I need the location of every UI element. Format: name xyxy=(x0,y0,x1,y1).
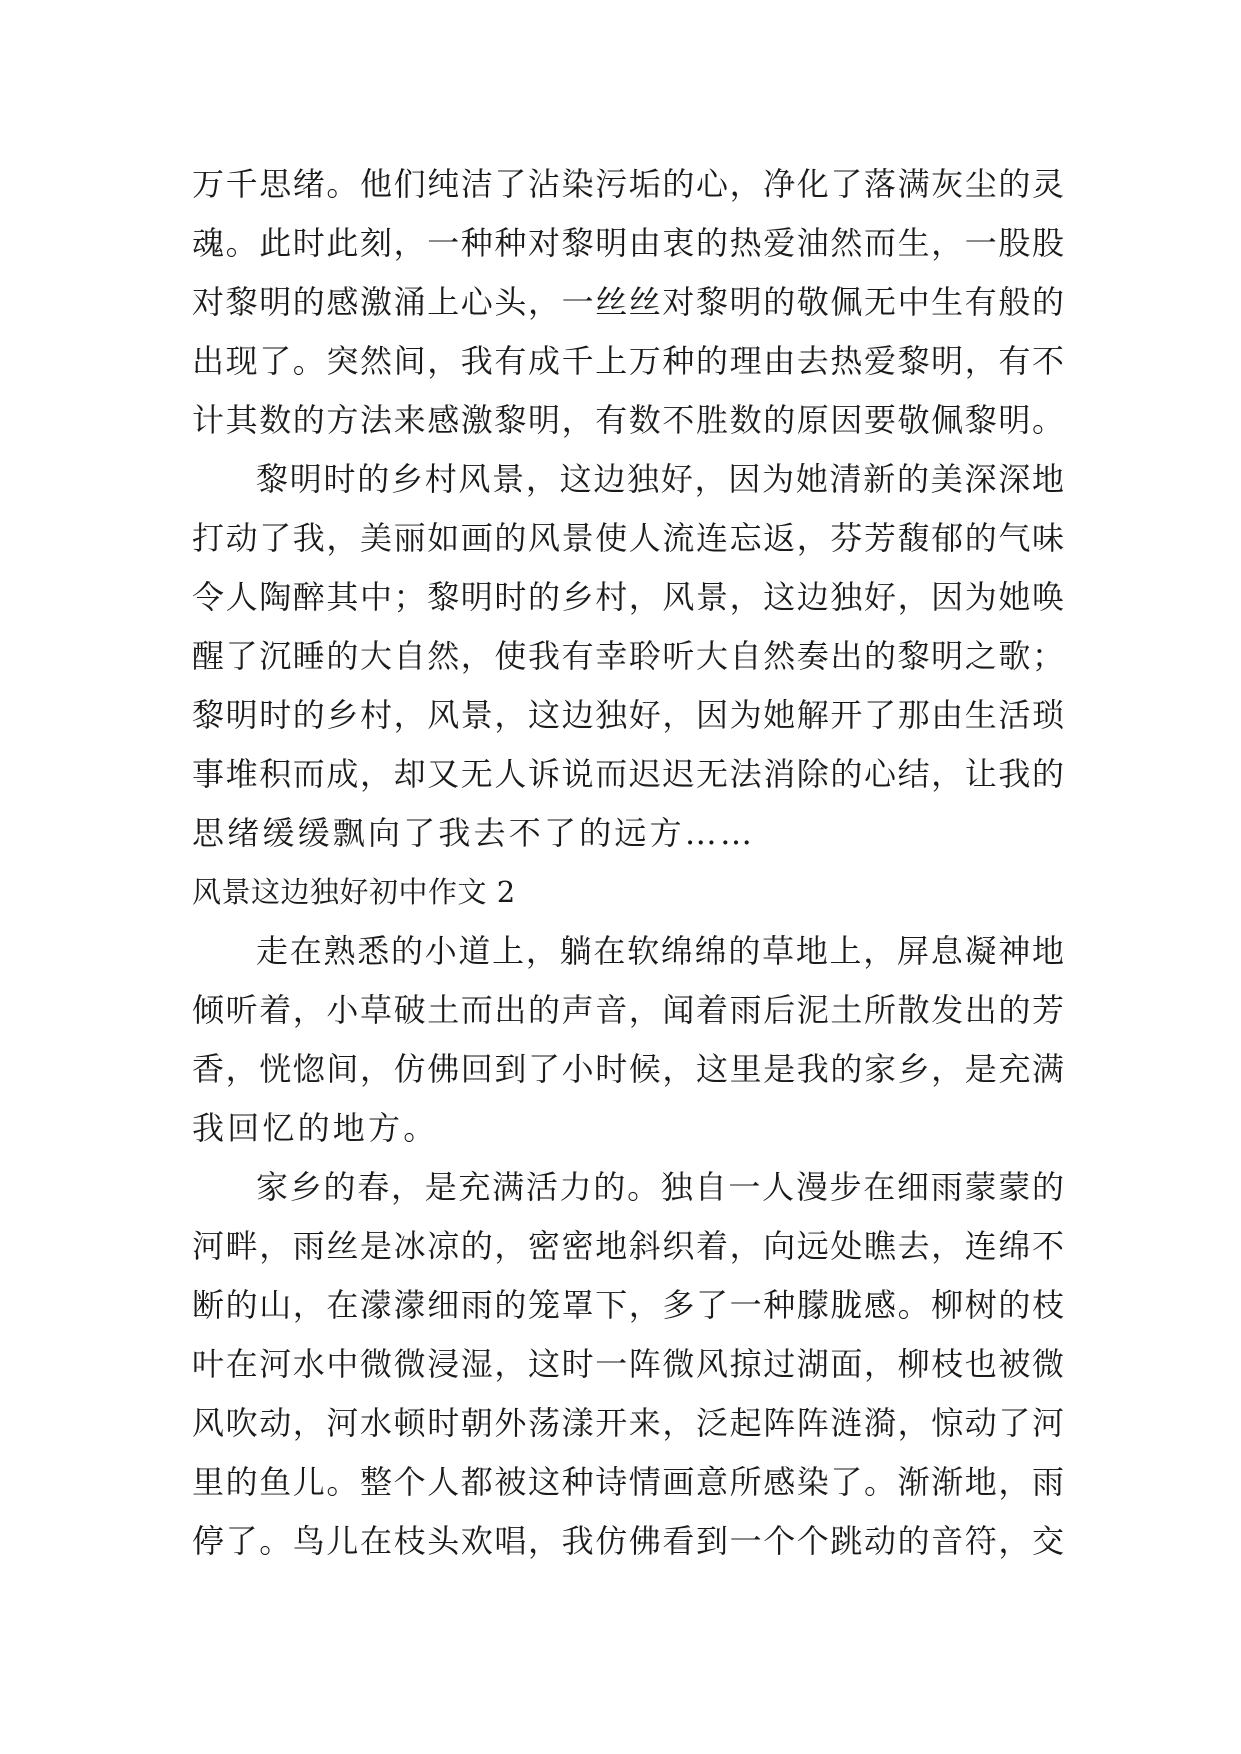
text-line: 醒了沉睡的大自然，使我有幸聆听大自然奏出的黎明之歌； xyxy=(192,637,1064,675)
text-line: 香，恍惚间，仿佛回到了小时候，这里是我的家乡，是充满 xyxy=(192,1050,1064,1088)
text-line: 令人陶醉其中；黎明时的乡村，风景，这边独好，因为她唤 xyxy=(192,578,1064,616)
text-line: 黎明时的乡村风景，这边独好，因为她清新的美深深地 xyxy=(256,460,1064,498)
text-line: 里的鱼儿。整个人都被这种诗情画意所感染了。渐渐地，雨 xyxy=(192,1463,1064,1501)
text-line: 倾听着，小草破土而出的声音，闻着雨后泥土所散发出的芳 xyxy=(192,991,1064,1029)
text-line: 断的山，在濛濛细雨的笼罩下，多了一种朦胧感。柳树的枝 xyxy=(192,1286,1064,1324)
text-line: 风吹动，河水顿时朝外荡漾开来，泛起阵阵涟漪，惊动了河 xyxy=(192,1404,1064,1442)
text-line: 走在熟悉的小道上，躺在软绵绵的草地上，屏息凝神地 xyxy=(256,932,1064,970)
document-body xyxy=(192,155,1064,1571)
text-line: 我回忆的地方。 xyxy=(192,1109,439,1147)
text-line: 计其数的方法来感激黎明，有数不胜数的原因要敬佩黎明。 xyxy=(192,401,1064,439)
text-line: 打动了我，美丽如画的风景使人流连忘返，芬芳馥郁的气味 xyxy=(192,519,1064,557)
text-line: 黎明时的乡村，风景，这边独好，因为她解开了那由生活琐 xyxy=(192,696,1064,734)
text-line: 对黎明的感激涌上心头，一丝丝对黎明的敬佩无中生有般的 xyxy=(192,283,1064,321)
text-line: 停了。鸟儿在枝头欢唱，我仿佛看到一个个跳动的音符，交 xyxy=(192,1522,1064,1560)
text-line: 叶在河水中微微浸湿，这时一阵微风掠过湖面，柳枝也被微 xyxy=(192,1345,1064,1383)
section-heading: 风景这边独好初中作文 2 xyxy=(192,875,516,909)
text-line: 魂。此时此刻，一种种对黎明由衷的热爱油然而生，一股股 xyxy=(192,224,1064,262)
text-line: 万千思绪。他们纯洁了沾染污垢的心，净化了落满灰尘的灵 xyxy=(192,165,1064,203)
text-line: 思绪缓缓飘向了我去不了的远方…… xyxy=(192,814,756,852)
text-line: 出现了。突然间，我有成千上万种的理由去热爱黎明，有不 xyxy=(192,342,1064,380)
text-line: 河畔，雨丝是冰凉的，密密地斜织着，向远处瞧去，连绵不 xyxy=(192,1227,1064,1265)
text-line: 事堆积而成，却又无人诉说而迟迟无法消除的心结，让我的 xyxy=(192,755,1064,793)
text-line: 家乡的春，是充满活力的。独自一人漫步在细雨蒙蒙的 xyxy=(256,1168,1064,1206)
